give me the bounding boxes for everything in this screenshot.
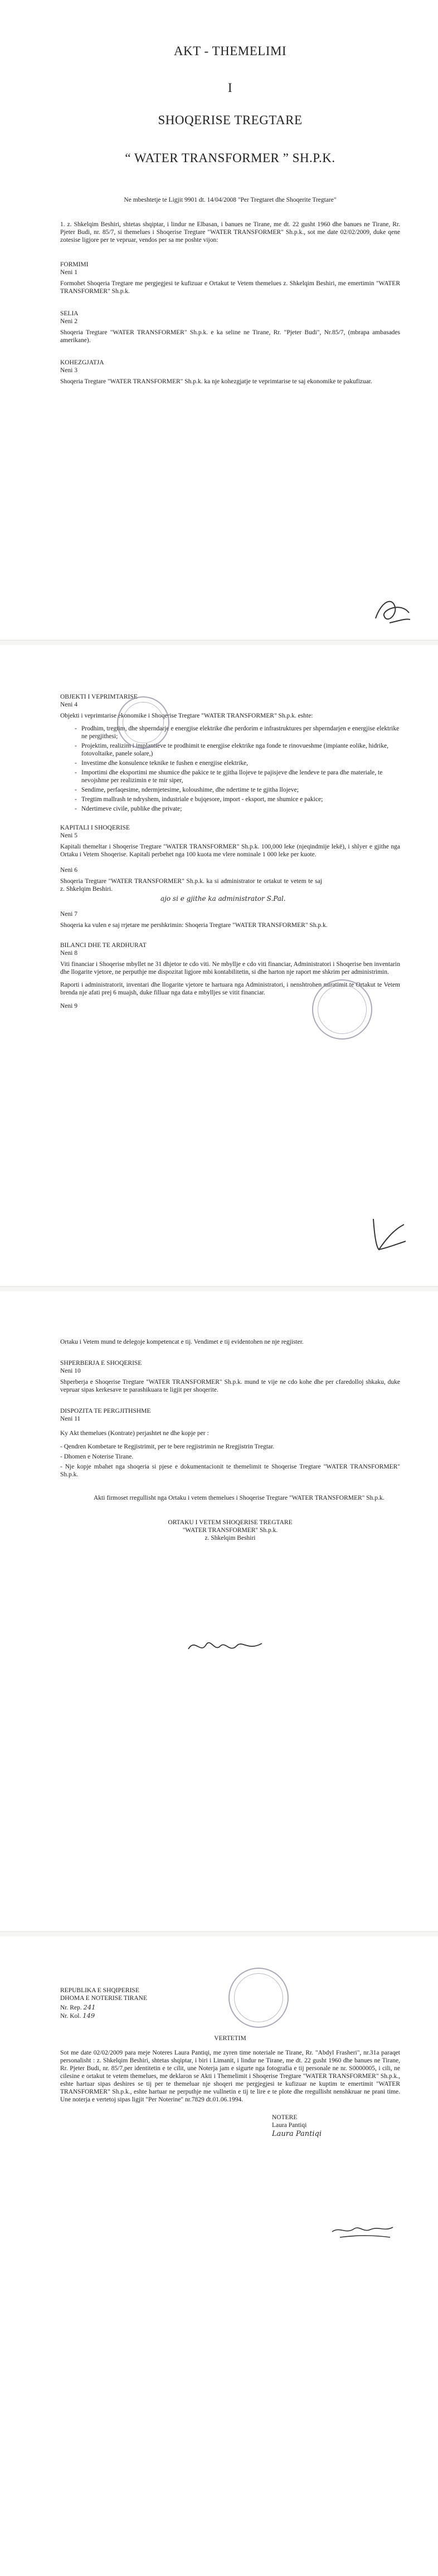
kohez-text: Shoqeria Tregtare "WATER TRANSFORMER" Sh.p.k. ka nje kohezgjatje te veprimtarise te saj ekonomike te pakufizuar. — [60, 378, 372, 385]
list-item: - Importimi dhe eksportimi me shumice dhe pakice te te gjitha llojeve te pajisjeve dhe lendeve te para dhe materiale, te nevojshme per realizimin e te mir siper, — [81, 769, 400, 784]
objekti-heading: OBJEKTI I VEPRIMTARISE — [60, 694, 138, 700]
page-gap-2 — [0, 1286, 438, 1287]
bilanci-text-2: Raporti i administratorit, inventari dhe llogarite vjetore te hartuara nga Administratori, i nenshtrohen miratimit te Ortakut te Vetem brenda nje afati prej 6 muajsh, duke filluar nga data e mbylljes se vitit financiar. — [60, 982, 400, 996]
kohez-heading: KOHEZGJATJA — [60, 359, 104, 366]
delegation-text: Ortaku i Vetem mund te delegoje kompetencat e tij. Vendimet e tij evidentohen ne nje regjister. — [60, 1339, 304, 1345]
vertetim-text: Sot me date 02/02/2009 para meje Noteres Laura Pantiqi, me zyren time noteriale ne Tirane, Rr. "Abdyl Frasheri", nr.31a paraqet personalisht : z. Shkelqim Beshiri, shtetas shqiptar, i biri i Limanit, i lindur ne Tirane, me dt. 22 gusht 1960 dhe banues ne Tirane, Rr. Pjeter Budi, nr. 85/7,per identitetin e te cilit, une Noterja jam e sigurte nga fotografia e tij personale ne nr. S0000005, i cili, ne cilesine e ortakut te vetem themelues, me deklaron se Akti i Themelimit i Shoqerise Tregtare "WATER TRANSFORMER" Sh.p.k., eshte hartuar sipas deshires se tij per te themeluar nje shoqeri me pergjegjesi te kufizuar ne kuptim te emertimit "WATER TRANSFORMER" Sh.p.k., eshte hartuar ne perputhje me vullnetin e tij te lire e te plote dhe rregullisht nenshkruar ne prani time. Une noterja e vertetoj sipas ligjit "Per Noterine" nr.7829 dt.01.06.1994. — [60, 2050, 400, 2103]
title-line-1: AKT - THEMELIMI — [173, 44, 287, 58]
list-item: - Dhomen e Noterise Tirane. — [60, 1453, 134, 1460]
list-item: - Nje kopje mbahet nga shoqeria si pjese e dokumentacionit te themelimit te Shoqerise Tregtare "WATER TRANSFORMER" Sh.p.k. — [60, 1463, 400, 1478]
notary-name: Laura Pantiqi — [272, 2122, 307, 2129]
list-item: - Ndertimeve civile, publike dhe private; — [81, 805, 400, 813]
kol-number — [60, 2012, 400, 2020]
kapitali-text: Kapitali themeltar i Shoqerise Tregtare "WATER TRANSFORMER" Sh.p.k. 100,000 leke (njeqindmije lekë), i shlyer e gjithe nga Ortaku i Vetem Shoqerise. Kapitali perbehet nga 100 kuota me vlere nominale 1 000 leke per kuote. — [60, 843, 400, 858]
page-1 — [0, 0, 438, 640]
list-item: - Qendren Kombetare te Regjistrimit, per te bere regjistrimin ne Rregjistrin Tregtar. — [60, 1443, 275, 1450]
signatory-line-1: ORTAKU I VETEM SHOQERISE TREGTARE — [168, 1519, 293, 1526]
republic-header: REPUBLIKA E SHQIPERISE — [60, 1987, 139, 1994]
title-line-2: I — [227, 81, 233, 95]
article-6-handwritten-note: ajo si e gjithe ka administrator S.Pal. — [160, 895, 286, 902]
title-line-3: SHOQERISE TREGTARE — [158, 113, 303, 127]
kol-value: 149 — [82, 2012, 95, 2019]
objekti-article: Neni 4 — [60, 701, 77, 708]
kapitali-heading: KAPITALI I SHOQERISE — [60, 824, 130, 831]
vertetim-heading: VERTETIM — [214, 2035, 246, 2042]
initials-signature-icon — [362, 1208, 412, 1258]
page-4-content — [60, 1987, 400, 2138]
bilanci-article: Neni 8 — [60, 950, 77, 957]
notary-stamp-icon — [312, 979, 372, 1040]
rep-label: Nr. Rep. — [60, 2004, 82, 2011]
selia-text: Shoqeria Tregtare "WATER TRANSFORMER" Sh.p.k. e ka seline ne Tirane, Rr. "Pjeter Budi", Nr.85/7, (mbrapa ambasades amerikane). — [60, 329, 400, 344]
dispozita-article: Neni 11 — [60, 1416, 81, 1422]
formimi-heading: FORMIMI — [60, 261, 89, 268]
founder-paragraph: 1. z. Shkelqim Beshiri, shtetas shqiptar, i lindur ne Elbasan, i banues ne Tirane, me dt. 22 gusht 1960 dhe banues ne Tirane, Rr. Pjeter Budi, nr. 85/7, si themelues i Shoqerise Tregtare "WATER TRANSFORMER" Sh.p.k., sot me date 02/02/2009, duke qene zotesise ligjore per te vepruar, vendos per sa me poshte vijon: — [60, 221, 400, 243]
shperberja-article: Neni 10 — [60, 1368, 81, 1374]
signatory-line-2: "WATER TRANSFORMER" Sh.p.k. — [182, 1527, 278, 1534]
page-gap-3 — [0, 1931, 438, 1932]
founder-signature-icon — [184, 1632, 267, 1660]
article-6-text: Shoqeria Tregtare "WATER TRANSFORMER" Sh.p.k. ka si administrator te ortakut te vetem te saj z. Shkelqim Beshiri. — [60, 878, 322, 892]
selia-heading: SELIA — [60, 310, 79, 317]
article-9: Neni 9 — [60, 1003, 77, 1009]
closing-text: Akti firmoset rregullisht nga Ortaku i vetem themelues i Shoqerise Tregtare "WATER TRANSFORMER" Sh.p.k. — [94, 1495, 385, 1501]
shperberja-heading: SHPERBERJA E SHOQERISE — [60, 1360, 142, 1367]
formimi-article: Neni 1 — [60, 269, 77, 276]
notary-stamp-icon — [117, 696, 169, 749]
bilanci-text-1: Viti financiar i Shoqerise mbyllet ne 31 dhjetor te cdo viti. Ne mbyllje e cdo viti financiar, Administratori i Shoqerise ben inventarin dhe llogarite vjetore, ne perputhje me dispozitat ligjore mbi kontabilitetin, si dhe harton nje raport me shkrim per administrimin. — [60, 961, 400, 975]
bilanci-heading: BILANCI DHE TE ARDHURAT — [60, 942, 147, 949]
notary-stamp-icon — [228, 1968, 289, 2028]
page-3-content — [60, 1338, 400, 1542]
list-item: - Prodhim, tregtim, dhe shperndarje e energjise elektrike dhe perdorim e infrastruktures per shperndarjen e energjise elektrike ne pergjithesi; — [81, 725, 400, 740]
page-4 — [0, 1936, 438, 2576]
shperberja-text: Shperberja e Shoqerise Tregtare "WATER TRANSFORMER" Sh.p.k. mund te vije ne cdo kohe dhe per cfaredolloj shkaku, duke vepruar sipas kerkesave te parashikuara te ligjit per shoqerite. — [60, 1379, 400, 1393]
kohez-article: Neni 3 — [60, 367, 77, 374]
list-item: - Tregtim mallrash te ndryshem, industriale e bujqesore, import - eksport, me shumice e pakice; — [81, 796, 400, 803]
chamber-header: DHOMA E NOTERISE TIRANE — [60, 1995, 147, 2002]
dispozita-heading: DISPOZITA TE PERGJITHSHME — [60, 1408, 151, 1414]
article-6: Neni 6 — [60, 867, 77, 874]
selia-article: Neni 2 — [60, 318, 77, 325]
list-item: - Projektim, realizim i implantieve te prodhimit te energjise elektrike nga fonde te rinovueshme (impiante eolike, hidrike, fotovoltaike, panele solare,) — [81, 742, 400, 758]
initials-signature-icon — [370, 591, 415, 630]
signatory-line-3: z. Shkelqim Beshiri — [205, 1535, 256, 1541]
rep-value: 241 — [83, 2003, 96, 2011]
page-1-content — [60, 43, 400, 391]
dispozita-text: Ky Akt themelues (Kontrate) perjashtet ne dhe kopje per : — [60, 1430, 209, 1437]
page-gap-1 — [0, 640, 438, 641]
notary-signature-icon — [329, 2215, 396, 2243]
title-line-4: “ WATER TRANSFORMER ” SH.P.K. — [125, 151, 335, 165]
notary-block — [272, 2114, 400, 2138]
intro-line: Ne mbeshtetje te Ligjit 9901 dt. 14/04/2008 "Per Tregtaret dhe Shoqerite Tregtare" — [124, 197, 337, 203]
article-7-text: Shoqeria ka vulen e saj rrjetare me pershkrimin: Shoqeria Tregtare "WATER TRANSFORMER" Sh.p.k. — [60, 922, 328, 929]
notary-label: NOTERE — [272, 2114, 298, 2121]
formimi-text: Formohet Shoqeria Tregtare me pergjegjesi te kufizuar e Ortakut te Vetem themelues z. Shkelqim Beshiri, me emertimin "WATER TRANSFORMER" Sh.p.k. — [60, 280, 400, 295]
page-3 — [0, 1291, 438, 1931]
kol-label: Nr. Kol. — [60, 2013, 81, 2019]
page-2-content — [60, 693, 400, 1013]
page-2 — [0, 645, 438, 1286]
notary-signature: Laura Pantiqi — [272, 2130, 322, 2138]
list-item: - Sendime, perfaqesime, ndermjetesime, koloushime, dhe ndertime te te gjitha llojeve; — [81, 786, 400, 794]
objekti-list — [60, 725, 400, 813]
article-7: Neni 7 — [60, 911, 77, 918]
kapitali-article: Neni 5 — [60, 832, 77, 839]
objekti-text: Objekti i veprimtarise ekonomike i Shoqerise Tregtare "WATER TRANSFORMER" Sh.p.k. eshte: — [60, 713, 313, 719]
list-item: - Investime dhe konsulence teknike te fushen e energjise elektrike, — [81, 759, 400, 767]
